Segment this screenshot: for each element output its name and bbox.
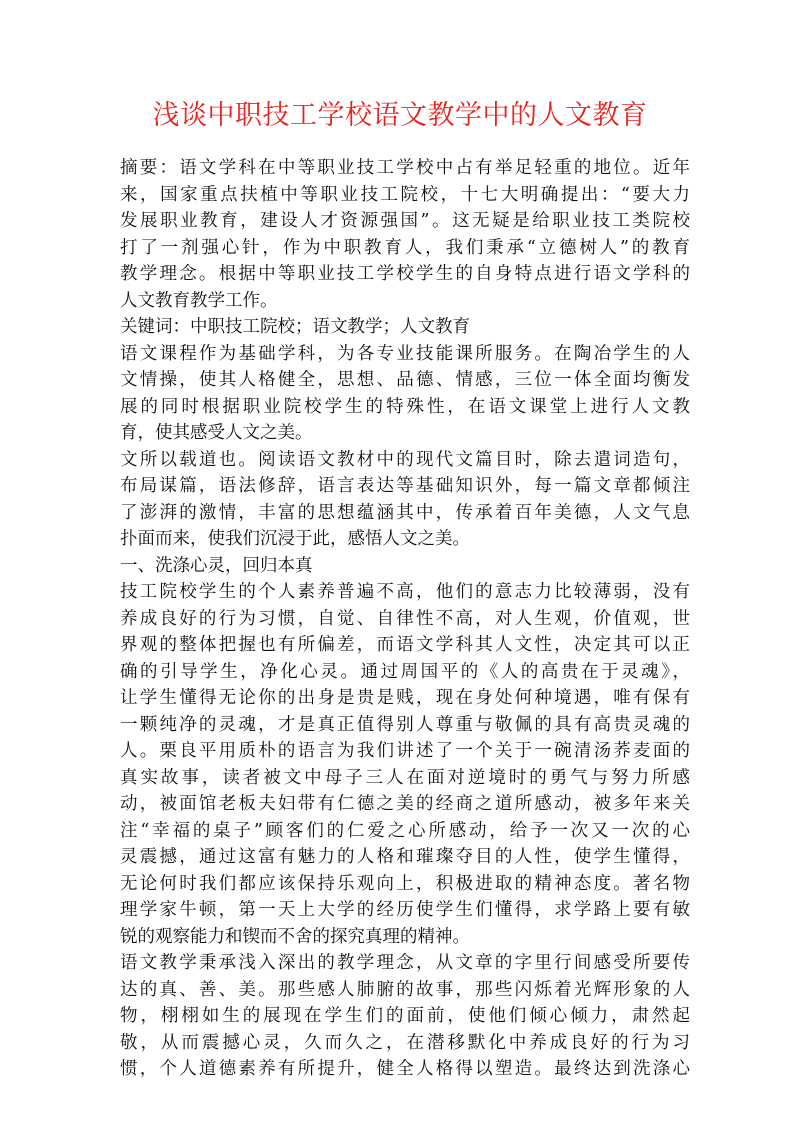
text-line: 界观的整体把握也有所偏差，而语文学科其人文性，决定其可以正 bbox=[120, 635, 690, 655]
text-line: 发展职业教育，建设人才资源强国”。这无疑是给职业技工类院校 bbox=[120, 211, 690, 231]
text-line: 语文课程作为基础学科，为各专业技能课所服务。在陶冶学生的人 bbox=[120, 343, 690, 364]
text-line: 敬，从而震撼心灵，久而久之，在潜移默化中养成良好的行为习 bbox=[120, 1032, 690, 1053]
text-line: 动，被面馆老板夫妇带有仁德之美的经商之道所感动，被多年来关 bbox=[120, 794, 690, 814]
text-line: 文情操，使其人格健全，思想、品德、情感，三位一体全面均衡发 bbox=[120, 370, 690, 390]
document-title: 浅谈中职技工学校语文教学中的人文教育 bbox=[152, 100, 648, 131]
text-line: 理学家牛顿，第一天上大学的经历使学生们懂得，求学路上要有敏 bbox=[120, 900, 690, 920]
text-line: 养成良好的行为习惯，自觉、自律性不高，对人生观，价值观，世 bbox=[120, 608, 690, 629]
text-line: 了澎湃的激情，丰富的思想蕴涵其中，传承着百年美德，人文气息 bbox=[120, 502, 690, 523]
text-line: 教学理念。根据中等职业技工学校学生的自身特点进行语文学科的 bbox=[120, 264, 690, 284]
text-line: 一颗纯净的灵魂，才是真正值得别人尊重与敬佩的具有高贵灵魂的 bbox=[120, 714, 690, 735]
text-line: 人文教育教学工作。 bbox=[120, 290, 278, 311]
text-line: 育，使其感受人文之美。 bbox=[120, 423, 313, 443]
text-line: 关键词：中职技工院校；语文教学；人文教育 bbox=[120, 317, 470, 337]
text-line: 打了一剂强心针，作为中职教育人，我们秉承“立德树人”的教育 bbox=[120, 237, 690, 258]
text-line: 物，栩栩如生的展现在学生们的面前，使他们倾心倾力，肃然起 bbox=[120, 1006, 690, 1026]
text-line: 展的同时根据职业院校学生的特殊性，在语文课堂上进行人文教 bbox=[120, 396, 690, 417]
text-line: 扑面而来，使我们沉浸于此，感悟人文之美。 bbox=[120, 529, 470, 549]
text-line: 文所以载道也。阅读语文教材中的现代文篇目时，除去遣词造句， bbox=[120, 449, 690, 470]
text-line: 人。栗良平用质朴的语言为我们讲述了一个关于一碗清汤荞麦面的 bbox=[120, 741, 690, 761]
text-line: 布局谋篇，语法修辞，语言表达等基础知识外，每一篇文章都倾注 bbox=[120, 476, 690, 496]
text-line: 确的引导学生，净化心灵。通过周国平的《人的高贵在于灵魂》， bbox=[120, 661, 690, 682]
text-line: 无论何时我们都应该保持乐观向上，积极进取的精神态度。著名物 bbox=[120, 873, 690, 894]
text-line: 锐的观察能力和锲而不舍的探究真理的精神。 bbox=[120, 926, 470, 947]
text-line: 来，国家重点扶植中等职业技工院校，十七大明确提出：“要大力 bbox=[120, 184, 690, 205]
document-body bbox=[120, 155, 690, 1083]
text-line: 真实故事，读者被文中母子三人在面对逆境时的勇气与努力所感 bbox=[120, 767, 690, 788]
text-line: 语文教学秉承浅入深出的教学理念，从文章的字里行间感受所要传 bbox=[120, 953, 690, 973]
text-line: 惯，个人道德素养有所提升，健全人格得以塑造。最终达到洗涤心 bbox=[120, 1059, 690, 1079]
text-line: 一、洗涤心灵，回归本真 bbox=[120, 555, 313, 576]
text-line: 达的真、善、美。那些感人肺腑的故事，那些闪烁着光辉形象的人 bbox=[120, 979, 690, 1000]
text-line: 摘要：语文学科在中等职业技工学校中占有举足轻重的地位。近年 bbox=[120, 158, 690, 178]
text-line: 注“幸福的桌子”顾客们的仁爱之心所感动，给予一次又一次的心 bbox=[120, 820, 690, 841]
text-line: 让学生懂得无论你的出身是贵是贱，现在身处何种境遇，唯有保有 bbox=[120, 688, 690, 708]
text-line: 技工院校学生的个人素养普遍不高，他们的意志力比较薄弱，没有 bbox=[120, 582, 690, 602]
text-line: 灵震撼，通过这富有魅力的人格和璀璨夺目的人性，使学生懂得， bbox=[120, 847, 690, 867]
